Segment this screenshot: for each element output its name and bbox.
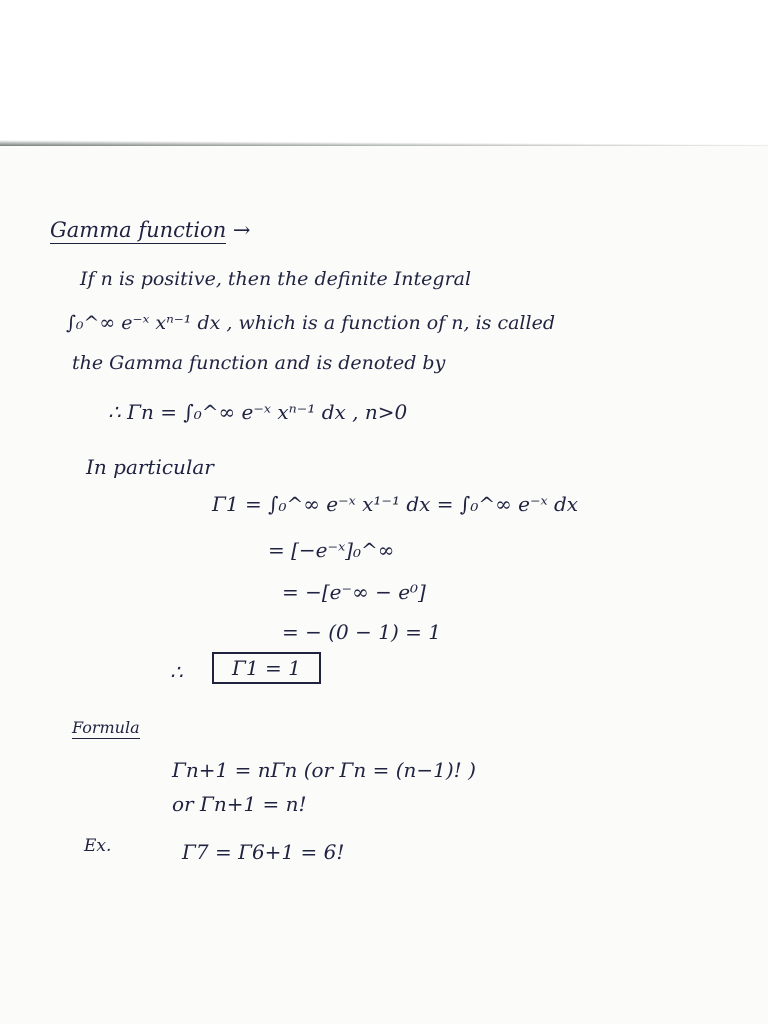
definition-line-2-text: , which is a function of n, is called: [226, 312, 555, 334]
gamma-one-step-1: Γ1 = ∫₀^∞ e⁻ˣ x¹⁻¹ dx = ∫₀^∞ e⁻ˣ dx: [212, 492, 579, 516]
gamma-definition-equation: ∴ Γn = ∫₀^∞ e⁻ˣ xⁿ⁻¹ dx , n>0: [108, 400, 408, 424]
formula-line-2: or Γn+1 = n!: [172, 792, 307, 816]
arrow-icon: →: [232, 218, 251, 242]
heading-title: Gamma function: [50, 218, 227, 242]
gamma-one-result: [212, 656, 321, 680]
gamma-one-step-4: = − (0 − 1) = 1: [282, 620, 441, 644]
example-label: Ex.: [84, 836, 112, 856]
definition-integral: ∫₀^∞ e⁻ˣ xⁿ⁻¹ dx: [66, 312, 221, 334]
formula-heading: [72, 718, 140, 737]
definition-line-3: the Gamma function and is denoted by: [72, 352, 446, 374]
therefore-symbol: ∴: [170, 660, 183, 684]
gamma-one-step-3: = −[e⁻∞ − e⁰]: [282, 580, 426, 604]
particular-heading: In particular: [86, 455, 214, 479]
definition-line-2: [66, 312, 555, 334]
definition-line-1: If n is positive, then the definite Integral: [80, 268, 472, 290]
formula-heading-label: Formula: [72, 718, 140, 737]
result-box: Γ1 = 1: [212, 652, 321, 684]
example-equation: Γ7 = Γ6+1 = 6!: [182, 840, 345, 864]
heading: [50, 218, 251, 242]
gamma-one-step-2: = [−e⁻ˣ]₀^∞: [268, 538, 395, 562]
formula-line-1: Γn+1 = nΓn (or Γn = (n−1)! ): [172, 758, 476, 782]
